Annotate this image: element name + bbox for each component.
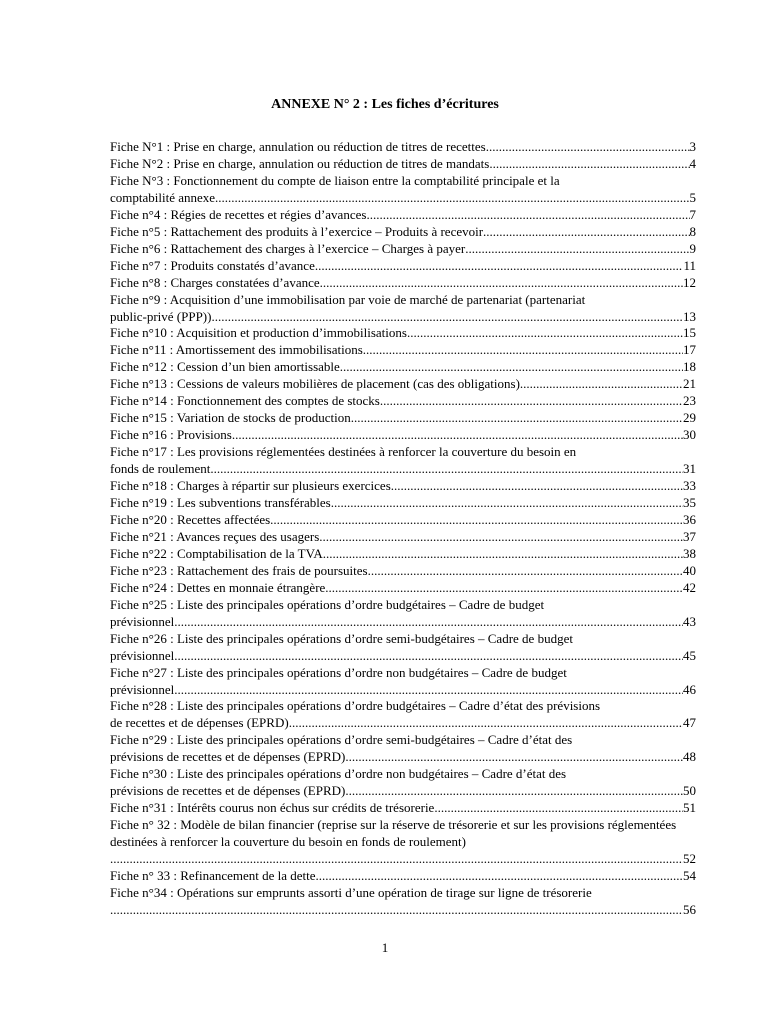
toc-entry-line bbox=[110, 902, 696, 919]
toc-entry-page-number: 15 bbox=[683, 325, 696, 341]
dot-leader bbox=[345, 749, 683, 766]
dot-leader bbox=[315, 258, 684, 275]
toc-entry bbox=[110, 410, 696, 427]
toc-entry-line bbox=[110, 139, 696, 156]
dot-leader bbox=[232, 427, 683, 444]
toc-entry bbox=[110, 376, 696, 393]
toc-entry-page-number: 54 bbox=[683, 867, 696, 883]
toc-entry-title: Fiche n°7 : Produits constatés d’avance bbox=[110, 257, 315, 273]
dot-leader bbox=[366, 207, 689, 224]
toc-entry-title: Fiche n°4 : Régies de recettes et régies d’avances bbox=[110, 206, 367, 222]
toc-entry bbox=[110, 139, 696, 156]
toc-entry-title: prévisionnel bbox=[110, 613, 175, 629]
toc-entry bbox=[110, 665, 696, 699]
toc-entry bbox=[110, 173, 696, 207]
toc-entry bbox=[110, 868, 696, 885]
toc-entry-page-number: 7 bbox=[689, 206, 696, 222]
dot-leader bbox=[325, 580, 683, 597]
toc-entry bbox=[110, 631, 696, 665]
toc-entry-page-number: 47 bbox=[683, 715, 696, 731]
toc-entry bbox=[110, 698, 696, 732]
toc-entry bbox=[110, 258, 696, 275]
toc-entry-title-start: Fiche n° 32 : Modèle de bilan financier (reprise sur la réserve de trésorerie et sur les provisions réglementées destinées à renforcer la couverture du besoin en fonds de roulement) bbox=[110, 817, 677, 850]
toc-entry-page-number: 38 bbox=[683, 545, 696, 561]
toc-entry-page-number: 51 bbox=[683, 800, 696, 816]
toc-entry-title: Fiche n°13 : Cessions de valeurs mobilières de placement (cas des obligations) bbox=[110, 376, 520, 392]
toc-entry-line bbox=[110, 749, 696, 766]
toc-entry-title: public-privé (PPP)) bbox=[110, 308, 212, 324]
toc-entry-line bbox=[110, 648, 696, 665]
toc-entry-title: Fiche n°10 : Acquisition et production d’immobilisations bbox=[110, 325, 407, 341]
toc-entry-title: Fiche n°6 : Rattachement des charges à l’exercice – Charges à payer bbox=[110, 240, 466, 256]
toc-entry-page-number: 35 bbox=[683, 495, 696, 511]
dot-leader bbox=[215, 190, 689, 207]
dot-leader bbox=[391, 478, 683, 495]
toc-entry-line bbox=[110, 241, 696, 258]
toc-entry-title: Fiche n°14 : Fonctionnement des comptes de stocks bbox=[110, 393, 380, 409]
toc-entry-line bbox=[110, 495, 696, 512]
toc-entry-page-number: 29 bbox=[683, 410, 696, 426]
toc-entry-line bbox=[110, 275, 696, 292]
toc-entry-page-number: 3 bbox=[689, 139, 696, 154]
dot-leader bbox=[368, 563, 683, 580]
toc-entry-line bbox=[110, 800, 696, 817]
toc-entry-line bbox=[110, 512, 696, 529]
toc-entry-title: Fiche n°8 : Charges constatées d’avance bbox=[110, 274, 320, 290]
toc-entry-page-number: 45 bbox=[683, 647, 696, 663]
dot-leader bbox=[174, 682, 683, 699]
dot-leader bbox=[465, 241, 689, 258]
toc-entry-title: comptabilité annexe bbox=[110, 189, 216, 205]
toc-entry bbox=[110, 393, 696, 410]
toc-entry-line bbox=[110, 682, 696, 699]
toc-entry-title: Fiche n°19 : Les subventions transférables bbox=[110, 495, 331, 511]
toc-entry-page-number: 12 bbox=[683, 274, 696, 290]
toc-entry-line bbox=[110, 868, 696, 885]
toc-entry-line bbox=[110, 851, 696, 868]
toc-entry-title: Fiche n°12 : Cession d’un bien amortissable bbox=[110, 359, 340, 375]
toc-entry-title: prévisionnel bbox=[110, 647, 175, 663]
toc-entry-title-start: Fiche n°9 : Acquisition d’une immobilisation par voie de marché de partenariat (partenariat bbox=[110, 291, 586, 307]
toc-entry-title: prévisions de recettes et de dépenses (EPRD) bbox=[110, 749, 346, 765]
toc-entry-title: Fiche n° 33 : Refinancement de la dette bbox=[110, 867, 316, 883]
toc-entry-title: Fiche n°21 : Avances reçues des usagers bbox=[110, 528, 320, 544]
toc-entry-page-number: 56 bbox=[683, 901, 696, 917]
toc-entry-page-number: 30 bbox=[683, 427, 696, 443]
toc-entry-title: Fiche n°11 : Amortissement des immobilisations bbox=[110, 342, 363, 358]
toc-entry-page-number: 42 bbox=[683, 579, 696, 595]
toc-entry-line bbox=[110, 580, 696, 597]
toc-entry bbox=[110, 156, 696, 173]
toc-entry bbox=[110, 546, 696, 563]
dot-leader bbox=[211, 309, 683, 326]
dot-leader bbox=[486, 139, 690, 156]
dot-leader bbox=[270, 512, 683, 529]
toc-entry-page-number: 8 bbox=[689, 223, 696, 239]
toc-entry-title: Fiche n°5 : Rattachement des produits à l’exercice – Produits à recevoir bbox=[110, 223, 484, 239]
dot-leader bbox=[174, 648, 683, 665]
toc-entry-line bbox=[110, 207, 696, 224]
toc-entry-title-start: Fiche n°28 : Liste des principales opérations d’ordre budgétaires – Cadre d’état des prévisions bbox=[110, 698, 601, 714]
toc-entry-page-number: 37 bbox=[683, 528, 696, 544]
dot-leader bbox=[174, 614, 683, 631]
toc-entry bbox=[110, 292, 696, 326]
toc-entry bbox=[110, 207, 696, 224]
toc-entry-title-start: Fiche n°29 : Liste des principales opérations d’ordre semi-budgétaires – Cadre d’état des bbox=[110, 732, 573, 748]
toc-entry-title: Fiche N°1 : Prise en charge, annulation ou réduction de titres de recettes bbox=[110, 139, 486, 154]
dot-leader bbox=[289, 715, 683, 732]
toc-entry-line bbox=[110, 427, 696, 444]
toc-entry-title-start: Fiche n°26 : Liste des principales opérations d’ordre semi-budgétaires – Cadre de budget bbox=[110, 630, 573, 646]
dot-leader bbox=[483, 224, 689, 241]
toc-entry-line bbox=[110, 546, 696, 563]
dot-leader bbox=[110, 902, 683, 919]
toc-entry bbox=[110, 529, 696, 546]
toc-entry bbox=[110, 580, 696, 597]
toc-entry-page-number: 33 bbox=[683, 478, 696, 494]
toc-entry bbox=[110, 597, 696, 631]
toc-entry-page-number: 17 bbox=[683, 342, 696, 358]
toc-entry-line bbox=[110, 393, 696, 410]
toc-entry bbox=[110, 224, 696, 241]
toc-entry-title: Fiche n°20 : Recettes affectées bbox=[110, 511, 271, 527]
toc-entry bbox=[110, 495, 696, 512]
dot-leader bbox=[351, 410, 683, 427]
toc-entry bbox=[110, 512, 696, 529]
toc-entry-title: Fiche n°23 : Rattachement des frais de poursuites bbox=[110, 562, 368, 578]
toc-entry bbox=[110, 885, 696, 919]
toc-entry bbox=[110, 275, 696, 292]
table-of-contents bbox=[110, 139, 696, 919]
toc-entry-title: Fiche N°2 : Prise en charge, annulation ou réduction de titres de mandats bbox=[110, 155, 490, 171]
toc-entry-line bbox=[110, 309, 696, 326]
page-number: 1 bbox=[381, 940, 389, 955]
toc-entry bbox=[110, 478, 696, 495]
toc-entry-title: Fiche n°16 : Provisions bbox=[110, 427, 232, 443]
toc-entry bbox=[110, 766, 696, 800]
toc-entry bbox=[110, 444, 696, 478]
dot-leader bbox=[110, 851, 683, 868]
toc-entry-page-number: 18 bbox=[683, 359, 696, 375]
toc-entry-title-start: Fiche N°3 : Fonctionnement du compte de liaison entre la comptabilité principale et la bbox=[110, 172, 560, 188]
dot-leader bbox=[434, 800, 683, 817]
toc-entry-page-number: 36 bbox=[683, 511, 696, 527]
dot-leader bbox=[520, 376, 683, 393]
toc-entry-line bbox=[110, 156, 696, 173]
toc-entry-line bbox=[110, 258, 696, 275]
dot-leader bbox=[331, 495, 683, 512]
toc-entry-line bbox=[110, 461, 696, 478]
toc-entry-line bbox=[110, 783, 696, 800]
toc-entry-page-number: 9 bbox=[689, 240, 696, 256]
dot-leader bbox=[380, 393, 683, 410]
dot-leader bbox=[363, 342, 683, 359]
toc-entry-title: Fiche n°15 : Variation de stocks de production bbox=[110, 410, 351, 426]
dot-leader bbox=[316, 868, 683, 885]
toc-entry bbox=[110, 427, 696, 444]
toc-entry-title-start: Fiche n°34 : Opérations sur emprunts assorti d’une opération de tirage sur ligne de trésorerie bbox=[110, 884, 592, 900]
toc-entry-page-number: 52 bbox=[683, 851, 696, 867]
toc-entry-line bbox=[110, 715, 696, 732]
toc-entry-title: prévisionnel bbox=[110, 681, 175, 697]
toc-entry-page-number: 50 bbox=[683, 783, 696, 799]
dot-leader bbox=[319, 529, 683, 546]
toc-entry bbox=[110, 563, 696, 580]
dot-leader bbox=[340, 359, 683, 376]
toc-entry-title: prévisions de recettes et de dépenses (EPRD) bbox=[110, 783, 346, 799]
toc-entry bbox=[110, 800, 696, 817]
toc-entry bbox=[110, 241, 696, 258]
toc-entry-page-number: 5 bbox=[689, 189, 696, 205]
toc-entry-line bbox=[110, 359, 696, 376]
toc-entry-line bbox=[110, 190, 696, 207]
toc-entry-title: Fiche n°18 : Charges à répartir sur plusieurs exercices bbox=[110, 478, 391, 494]
dot-leader bbox=[407, 325, 683, 342]
toc-entry-line bbox=[110, 325, 696, 342]
dot-leader bbox=[345, 783, 683, 800]
toc-entry-page-number: 23 bbox=[683, 393, 696, 409]
toc-entry bbox=[110, 359, 696, 376]
toc-entry-title-start: Fiche n°17 : Les provisions réglementées destinées à renforcer la couverture du besoin en bbox=[110, 444, 577, 460]
toc-entry-line bbox=[110, 224, 696, 241]
toc-entry-page-number: 21 bbox=[683, 376, 696, 392]
dot-leader bbox=[320, 275, 683, 292]
dot-leader bbox=[489, 156, 689, 173]
toc-entry-title: de recettes et de dépenses (EPRD) bbox=[110, 715, 289, 731]
toc-entry-line bbox=[110, 478, 696, 495]
dot-leader bbox=[323, 546, 683, 563]
toc-entry-line bbox=[110, 410, 696, 427]
toc-entry-page-number: 31 bbox=[683, 461, 696, 477]
toc-entry bbox=[110, 732, 696, 766]
toc-entry-page-number: 11 bbox=[683, 257, 696, 273]
toc-entry-page-number: 48 bbox=[683, 749, 696, 765]
toc-entry-line bbox=[110, 529, 696, 546]
toc-entry-title-start: Fiche n°30 : Liste des principales opérations d’ordre non budgétaires – Cadre d’état des bbox=[110, 766, 567, 782]
toc-entry-title: Fiche n°22 : Comptabilisation de la TVA bbox=[110, 545, 323, 561]
toc-entry-line bbox=[110, 342, 696, 359]
page-title: ANNEXE N° 2 : Les fiches d’écritures bbox=[271, 97, 499, 112]
toc-entry-line bbox=[110, 376, 696, 393]
toc-entry-title: Fiche n°31 : Intérêts courus non échus sur crédits de trésorerie bbox=[110, 800, 435, 816]
toc-entry-title-start: Fiche n°27 : Liste des principales opérations d’ordre non budgétaires – Cadre de budget bbox=[110, 664, 567, 680]
toc-entry-page-number: 46 bbox=[683, 681, 696, 697]
toc-entry-page-number: 40 bbox=[683, 562, 696, 578]
toc-entry-page-number: 43 bbox=[683, 613, 696, 629]
toc-entry bbox=[110, 817, 696, 868]
toc-entry bbox=[110, 342, 696, 359]
toc-entry-line bbox=[110, 563, 696, 580]
toc-entry-title: fonds de roulement bbox=[110, 461, 211, 477]
toc-entry-page-number: 13 bbox=[683, 308, 696, 324]
toc-entry bbox=[110, 325, 696, 342]
toc-entry-title: Fiche n°24 : Dettes en monnaie étrangère bbox=[110, 579, 326, 595]
toc-entry-line bbox=[110, 614, 696, 631]
toc-entry-page-number: 4 bbox=[689, 155, 696, 171]
dot-leader bbox=[210, 461, 683, 478]
toc-entry-title-start: Fiche n°25 : Liste des principales opérations d’ordre budgétaires – Cadre de budget bbox=[110, 596, 545, 612]
